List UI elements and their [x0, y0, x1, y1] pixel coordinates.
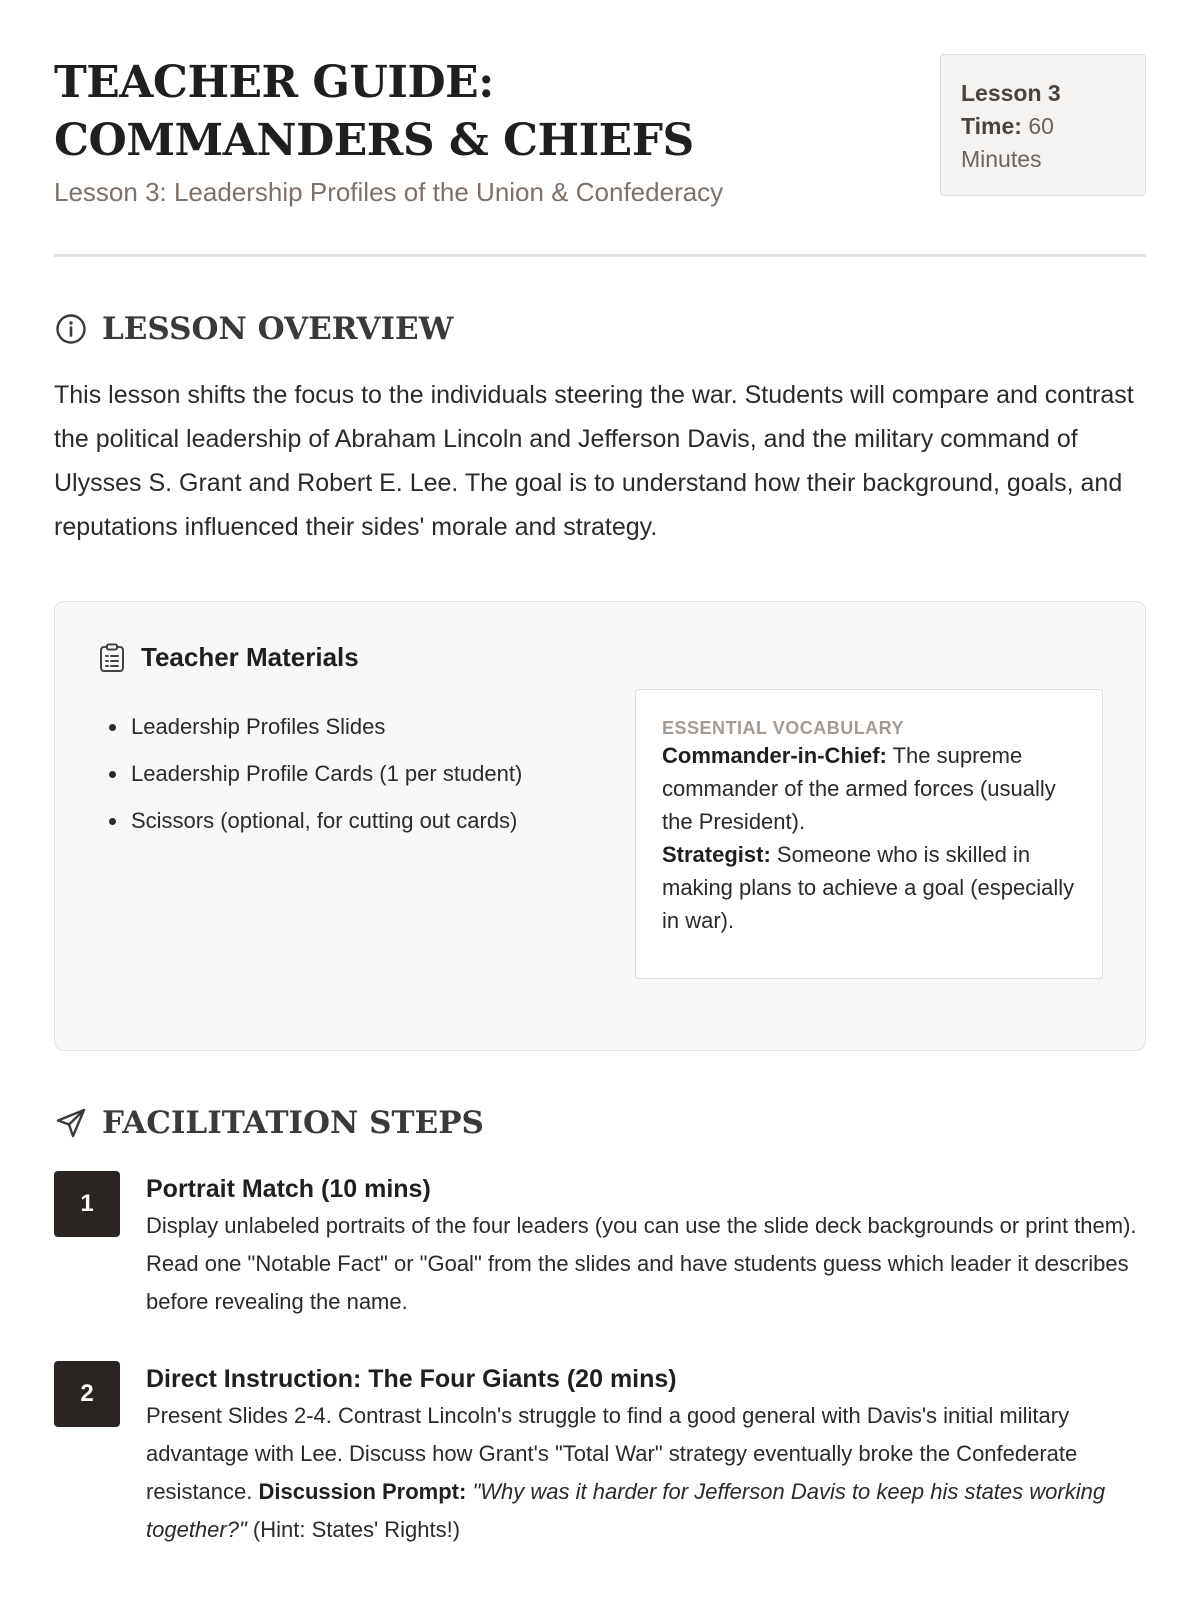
vocabulary-entry: [662, 838, 1076, 937]
facilitation-heading: FACILITATION STEPS: [102, 1105, 484, 1141]
materials-list: [97, 703, 522, 979]
step-number-badge: 1: [54, 1171, 120, 1237]
step-item: [54, 1171, 1146, 1321]
step-text: Display unlabeled portraits of the four leaders (you can use the slide deck backgrounds or print them). Read one "Notable Fact" or "Goal" from the slides and have students guess which leader it describes before revealing the name.: [146, 1213, 1137, 1314]
step-text: Present Slides 2-4. Contrast Lincoln's struggle to find a good general with Davis's initial military advantage with Lee. Discuss how Grant's "Total War" strategy eventually broke the Confederate resistance.: [146, 1403, 1078, 1504]
clipboard-icon: [97, 643, 127, 673]
materials-list-item: • Scissors (optional, for cutting out cards): [129, 797, 522, 844]
vocabulary-card: [635, 689, 1103, 979]
materials-list-item: • Leadership Profiles Slides: [129, 703, 522, 750]
materials-list-item: • Leadership Profile Cards (1 per student): [129, 750, 522, 797]
overview-heading: LESSON OVERVIEW: [102, 311, 454, 347]
page-title: TEACHER GUIDE: COMMANDERS & CHIEFS: [54, 57, 694, 166]
step-number-badge: 2: [54, 1361, 120, 1427]
step-item: [54, 1361, 1146, 1549]
vocabulary-definition: The supreme commander of the armed forces (usually the President).: [662, 743, 1056, 834]
materials-header: [97, 642, 1103, 673]
vocabulary-entry: [662, 739, 1076, 838]
step-title: Portrait Match (10 mins): [146, 1175, 431, 1203]
page-subtitle: Lesson 3: Leadership Profiles of the Union & Confederacy: [54, 177, 724, 207]
lesson-number: Lesson 3: [961, 80, 1061, 106]
guide-header: [54, 54, 1146, 208]
step-content: [146, 1361, 1146, 1549]
steps-list: [54, 1171, 1146, 1549]
info-circle-icon: [54, 312, 88, 346]
discussion-prompt-label: Discussion Prompt:: [258, 1479, 467, 1504]
materials-box: [54, 601, 1146, 1051]
materials-title: Teacher Materials: [141, 642, 359, 672]
vocabulary-label: ESSENTIAL VOCABULARY: [662, 718, 905, 738]
facilitation-heading-row: [54, 1105, 1146, 1141]
overview-heading-row: [54, 311, 1146, 347]
overview-text: This lesson shifts the focus to the individuals steering the war. Students will compare and contrast the political leadership of Abraham Lincoln and Jefferson Davis, and the military command of Ulysses S. Grant and Robert E. Lee. The goal is to understand how their background, goals, and reputations influenced their sides' morale and strategy.: [54, 381, 1134, 541]
vocabulary-term: Commander-in-Chief:: [662, 743, 887, 768]
lesson-time-value: 60 Minutes: [961, 113, 1054, 172]
send-arrow-icon: [54, 1106, 88, 1140]
discussion-prompt-quote: "Why was it harder for Jefferson Davis to keep his states working together?": [146, 1479, 1106, 1542]
step-title: Direct Instruction: The Four Giants (20 mins): [146, 1365, 677, 1393]
lesson-time: [961, 110, 1125, 176]
title-block: [54, 54, 874, 208]
step-content: [146, 1171, 1146, 1321]
lesson-meta-box: [940, 54, 1146, 196]
vocabulary-term: Strategist:: [662, 842, 771, 867]
discussion-prompt-hint: (Hint: States' Rights!): [252, 1517, 461, 1542]
lesson-time-label: Time:: [961, 113, 1022, 139]
step-text-with-prompt: [146, 1397, 1146, 1549]
header-divider: [54, 254, 1146, 257]
materials-body: [97, 689, 1103, 979]
vocabulary-definition: Someone who is skilled in making plans to achieve a goal (especially in war).: [662, 842, 1075, 933]
